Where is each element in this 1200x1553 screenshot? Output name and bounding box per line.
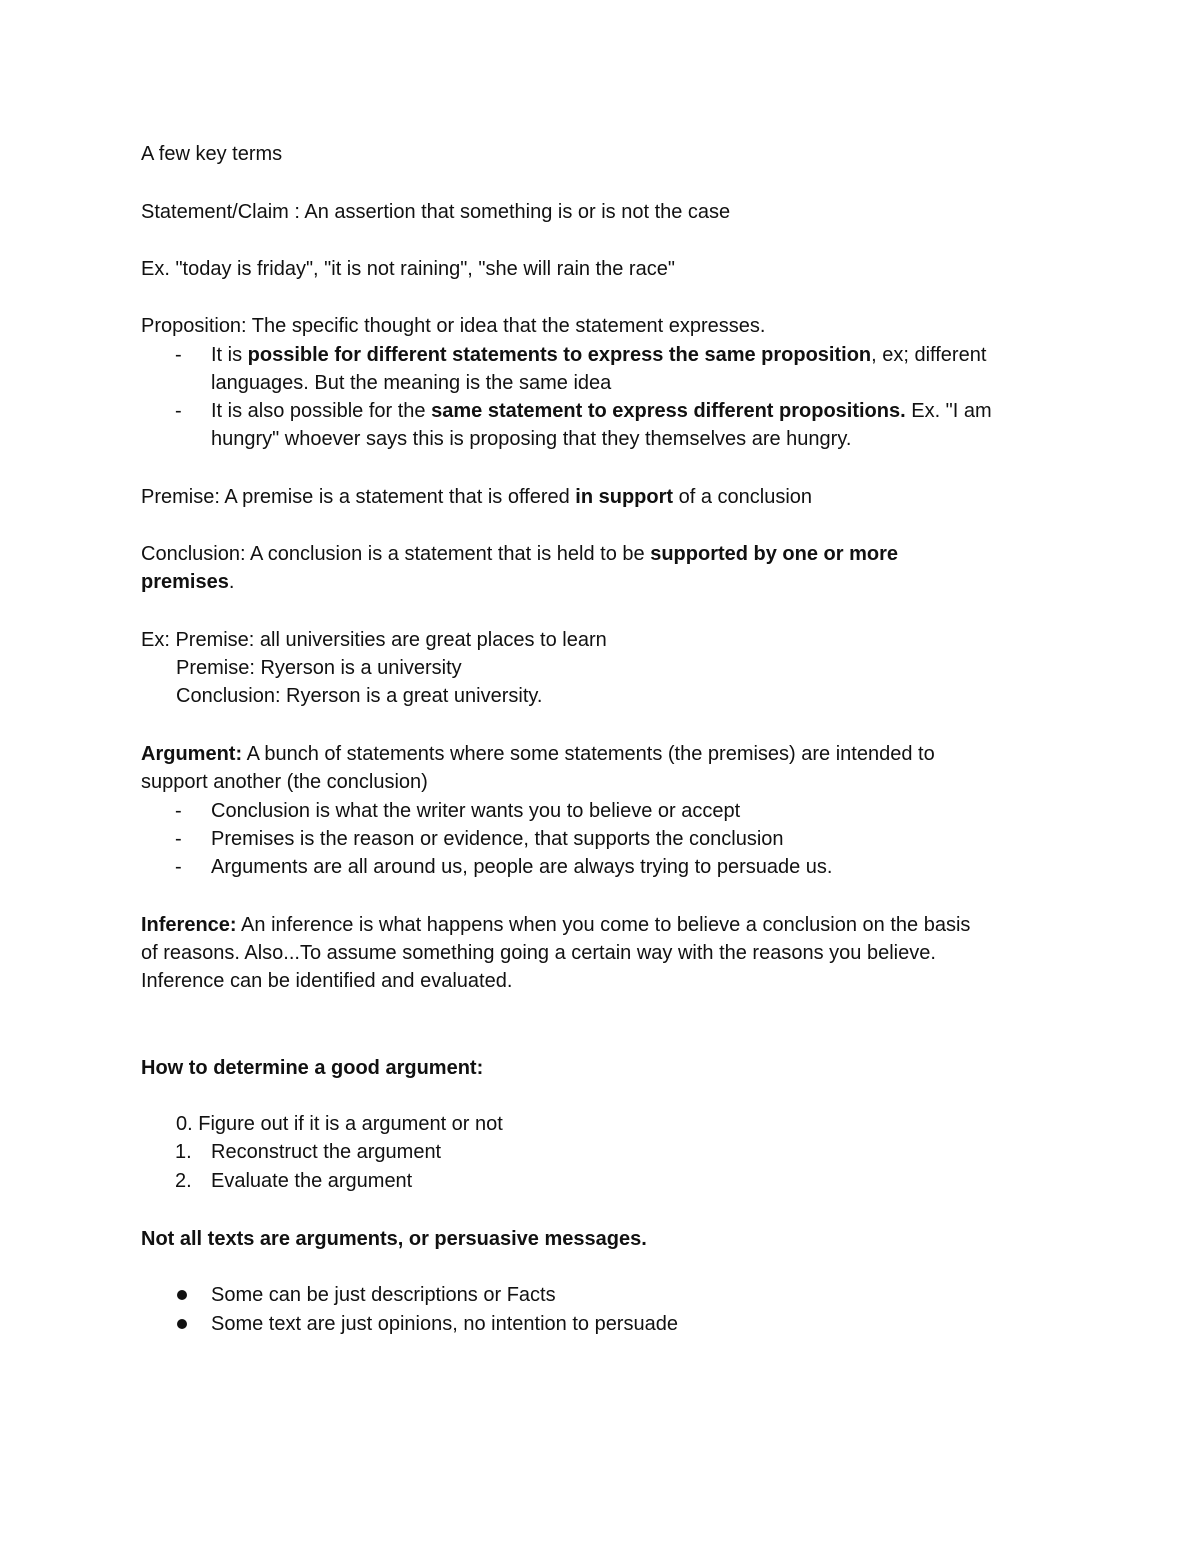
bullet-icon <box>177 1319 187 1329</box>
statement-example: Ex. "today is friday", "it is not raining", "she will rain the race" <box>141 258 675 280</box>
text-run: Conclusion: A conclusion is a statement that is held to be <box>141 543 651 565</box>
text-run: , ex; different <box>871 344 987 366</box>
text-run: It is also possible for the <box>211 400 432 422</box>
bold-text: premises <box>141 571 229 593</box>
page-heading: A few key terms <box>141 143 283 165</box>
argument-definition-continued: support another (the conclusion) <box>141 771 428 793</box>
step-0: 0. Figure out if it is a argument or not <box>176 1113 503 1135</box>
proposition-bullet-2 <box>211 397 992 425</box>
bold-text: in support <box>575 486 674 508</box>
bold-text: Inference: <box>141 914 237 936</box>
list-dash: - <box>175 400 182 422</box>
conclusion-definition-continued <box>141 568 234 596</box>
inference-definition-continued: Inference can be identified and evaluated. <box>141 970 513 992</box>
text-run: Premise: A premise is a statement that is offered <box>141 486 576 508</box>
argument-item-2: Premises is the reason or evidence, that supports the conclusion <box>211 828 784 850</box>
bullet-icon <box>177 1290 187 1300</box>
example-line-3: Conclusion: Ryerson is a great university. <box>176 685 543 707</box>
proposition-definition: Proposition: The specific thought or idea that the statement expresses. <box>141 315 766 337</box>
proposition-bullet-1 <box>211 341 986 369</box>
inference-definition <box>141 911 970 939</box>
example-line-2: Premise: Ryerson is a university <box>176 657 462 679</box>
step-2: Evaluate the argument <box>211 1170 413 1192</box>
bold-text: Argument: <box>141 743 243 765</box>
list-dash: - <box>175 828 182 850</box>
step-number: 1. <box>175 1141 192 1163</box>
proposition-bullet-2-continued: hungry" whoever says this is proposing that they themselves are hungry. <box>211 428 852 450</box>
text-run: . <box>228 571 235 593</box>
step-number: 2. <box>175 1170 192 1192</box>
example-line-1: Ex: Premise: all universities are great places to learn <box>141 629 607 651</box>
step-1: Reconstruct the argument <box>211 1141 442 1163</box>
statement-definition: Statement/Claim : An assertion that something is or is not the case <box>141 201 731 223</box>
bold-text: supported by one or more <box>650 543 899 565</box>
argument-definition <box>141 740 935 768</box>
text-run: Ex. "I am <box>905 400 992 422</box>
list-dash: - <box>175 856 182 878</box>
not-all-item-1: Some can be just descriptions or Facts <box>211 1284 556 1306</box>
premise-definition <box>141 483 812 511</box>
bold-text: same statement to express different propositions. <box>431 400 906 422</box>
text-run: of a conclusion <box>673 486 813 508</box>
not-all-heading: Not all texts are arguments, or persuasive messages. <box>141 1228 647 1250</box>
text-run: An inference is what happens when you come to believe a conclusion on the basis <box>236 914 971 936</box>
conclusion-definition <box>141 540 898 568</box>
inference-definition-continued: of reasons. Also...To assume something going a certain way with the reasons you believe. <box>141 942 936 964</box>
text-run: It is <box>211 344 248 366</box>
bold-text: possible for different statements to express the same proposition <box>247 344 872 366</box>
good-argument-heading: How to determine a good argument: <box>141 1057 484 1079</box>
list-dash: - <box>175 800 182 822</box>
argument-item-3: Arguments are all around us, people are always trying to persuade us. <box>211 856 833 878</box>
list-dash: - <box>175 344 182 366</box>
argument-item-1: Conclusion is what the writer wants you to believe or accept <box>211 800 741 822</box>
text-run: A bunch of statements where some statements (the premises) are intended to <box>242 743 935 765</box>
proposition-bullet-1-continued: languages. But the meaning is the same idea <box>211 372 612 394</box>
not-all-item-2: Some text are just opinions, no intention to persuade <box>211 1313 678 1335</box>
